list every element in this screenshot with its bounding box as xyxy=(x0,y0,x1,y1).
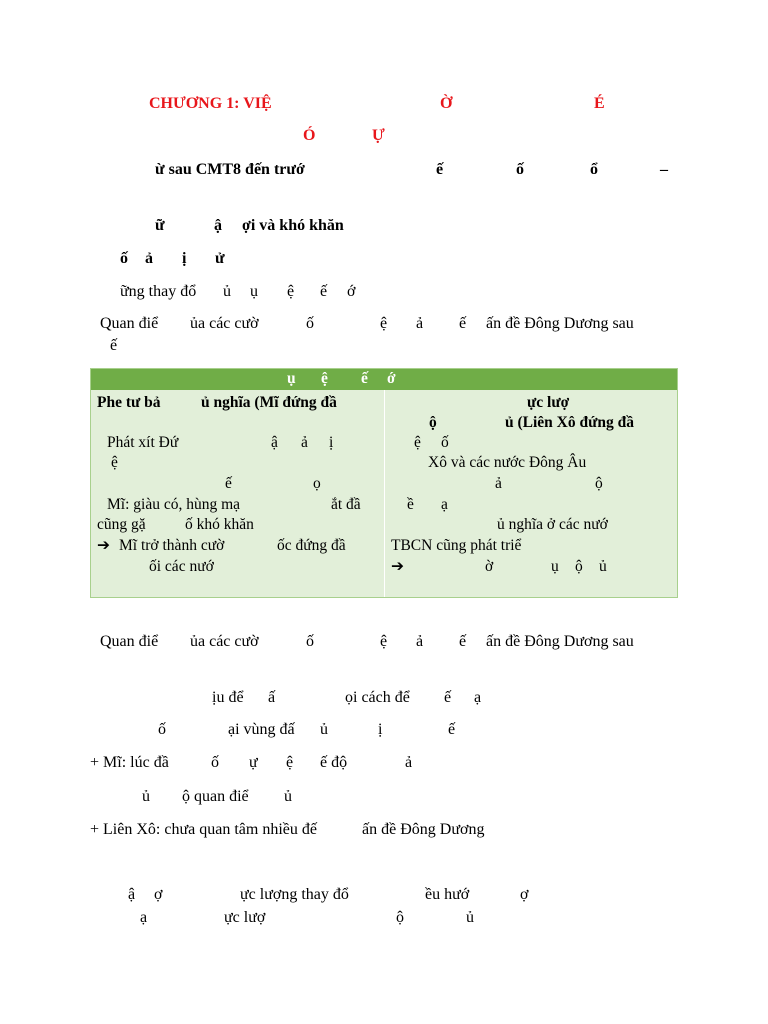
paragraph-part: ủ xyxy=(223,283,231,300)
cell-text: ị xyxy=(329,434,334,451)
paragraph-part: ụ xyxy=(250,283,258,300)
section-title-part: – xyxy=(660,161,668,178)
subheading-part: ố xyxy=(120,250,128,267)
cell-title-part: ủ nghĩa (Mĩ đứng đầ xyxy=(201,394,337,411)
paragraph-part: ệ xyxy=(286,754,294,771)
paragraph-part: ế xyxy=(459,633,467,650)
paragraph-part: ều hướ xyxy=(425,886,470,903)
arrow-icon: ➔ xyxy=(391,558,404,575)
arrow-icon: ➔ xyxy=(97,537,110,554)
subheading-part: ị xyxy=(182,250,187,267)
paragraph-part: + Liên Xô: chưa quan tâm nhiều đế xyxy=(90,821,317,838)
paragraph-part: ế xyxy=(448,721,456,738)
paragraph-part: ấn đề Đông Dương sau xyxy=(486,633,634,650)
chapter-title-part: Ự xyxy=(372,127,385,144)
table-header-part: ớ xyxy=(387,370,396,387)
table-column-divider xyxy=(384,390,385,597)
cell-text: ộ xyxy=(595,475,603,492)
paragraph-part: ấn đề Đông Dương xyxy=(362,821,485,838)
subheading-part: ả xyxy=(145,250,153,267)
subheading-part: ậ xyxy=(214,217,222,234)
chapter-title-part: Ờ xyxy=(440,95,453,112)
cell-text: ố xyxy=(441,434,449,451)
paragraph-part: ực lượ xyxy=(224,909,266,926)
paragraph-part: ợ xyxy=(520,886,529,903)
paragraph-part: ệ xyxy=(380,315,388,332)
paragraph-part: ủ xyxy=(142,788,150,805)
chapter-title-part: Ó xyxy=(303,127,316,144)
cell-text: ủ xyxy=(599,558,607,575)
chapter-title-part: É xyxy=(594,95,605,112)
cell-text: ộ xyxy=(575,558,583,575)
chapter-title-part: CHƯƠNG 1: VIỆ xyxy=(149,95,272,112)
cell-text: ậ xyxy=(271,434,278,451)
table-header-part: ệ xyxy=(321,370,328,387)
paragraph-part: ạ xyxy=(140,909,148,926)
paragraph-part: ế xyxy=(444,689,452,706)
table-header xyxy=(91,369,677,390)
cell-title-part: ực lượ xyxy=(527,394,570,411)
paragraph-part: ọi cách để xyxy=(345,689,410,706)
cell-title-part: Phe tư bả xyxy=(97,394,161,411)
table-header-part: ế xyxy=(361,370,368,387)
paragraph-part: ấn đề Đông Dương sau xyxy=(486,315,634,332)
cell-text: ủ nghĩa ở các nướ xyxy=(497,516,608,533)
section-title-part: ừ sau CMT8 đến trướ xyxy=(155,161,305,178)
cell-text: ả xyxy=(301,434,308,451)
subheading-part: ữ xyxy=(155,217,165,234)
paragraph-part: ố xyxy=(158,721,166,738)
comparison-table xyxy=(90,368,678,598)
cell-text: Phát xít Đứ xyxy=(107,434,179,451)
paragraph-part: ịu để xyxy=(212,689,244,706)
paragraph-part: ố xyxy=(306,633,314,650)
paragraph-part: ị xyxy=(378,721,383,738)
paragraph-part: ế xyxy=(320,283,328,300)
cell-text: ế xyxy=(225,475,232,492)
subheading-part: ợi và khó khăn xyxy=(242,217,344,234)
paragraph-part: ả xyxy=(405,754,413,771)
paragraph-part: ế xyxy=(459,315,467,332)
paragraph-part: ớ xyxy=(347,283,356,300)
cell-text: Mĩ trở thành cườ xyxy=(119,537,225,554)
cell-text: ối các nướ xyxy=(149,558,214,575)
paragraph-part: ệ xyxy=(380,633,388,650)
cell-text: ốc đứng đầ xyxy=(277,537,346,554)
paragraph-part: ộ xyxy=(396,909,404,926)
cell-title-part: ủ (Liên Xô đứng đầ xyxy=(505,414,635,431)
paragraph-part: ấ xyxy=(268,689,276,706)
section-title-part: ế xyxy=(436,161,444,178)
cell-text: ờ xyxy=(485,558,494,575)
paragraph-part: ự xyxy=(249,754,258,771)
paragraph-part: ế độ xyxy=(320,754,348,771)
cell-text: ề xyxy=(407,496,414,513)
cell-text: cũng gặ xyxy=(97,516,146,533)
cell-title-part: ộ xyxy=(429,414,437,431)
cell-text: Xô và các nước Đông Âu xyxy=(428,454,587,471)
paragraph-part: ả xyxy=(416,633,424,650)
paragraph-part: ệ xyxy=(287,283,295,300)
paragraph-part: ại vùng đấ xyxy=(228,721,295,738)
paragraph-part: ợ xyxy=(154,886,163,903)
subheading-part: ử xyxy=(215,250,225,267)
paragraph-part: ủa các cườ xyxy=(190,633,259,650)
cell-text: ả xyxy=(495,475,502,492)
cell-text: Mĩ: giàu có, hùng mạ xyxy=(107,496,241,513)
cell-text: ụ xyxy=(551,558,559,575)
cell-text: ọ xyxy=(313,475,321,492)
paragraph-part: ả xyxy=(416,315,424,332)
paragraph-part: ế xyxy=(110,337,118,354)
paragraph-part: ậ xyxy=(128,886,136,903)
table-header-part: ụ xyxy=(287,370,296,387)
paragraph-part: Quan điể xyxy=(100,633,159,650)
paragraph-part: ủ xyxy=(466,909,474,926)
section-title-part: ổ xyxy=(590,161,598,178)
cell-text: TBCN cũng phát triể xyxy=(391,537,522,554)
paragraph-part: Quan điể xyxy=(100,315,159,332)
cell-text: ố khó khăn xyxy=(185,516,254,533)
paragraph-part: ững thay đổ xyxy=(120,283,197,300)
paragraph-part: ộ quan điể xyxy=(182,788,249,805)
cell-text: ệ xyxy=(414,434,421,451)
cell-text: ạ xyxy=(441,496,448,513)
paragraph-part: + Mĩ: lúc đầ xyxy=(90,754,169,771)
paragraph-part: ực lượng thay đổ xyxy=(240,886,349,903)
paragraph-part: ủ xyxy=(284,788,292,805)
paragraph-part: ủ xyxy=(320,721,328,738)
cell-text: ệ xyxy=(111,454,118,471)
paragraph-part: ố xyxy=(211,754,219,771)
cell-text: ắt đầ xyxy=(331,496,361,513)
paragraph-part: ố xyxy=(306,315,314,332)
section-title-part: ố xyxy=(516,161,524,178)
paragraph-part: ạ xyxy=(474,689,482,706)
paragraph-part: ủa các cườ xyxy=(190,315,259,332)
